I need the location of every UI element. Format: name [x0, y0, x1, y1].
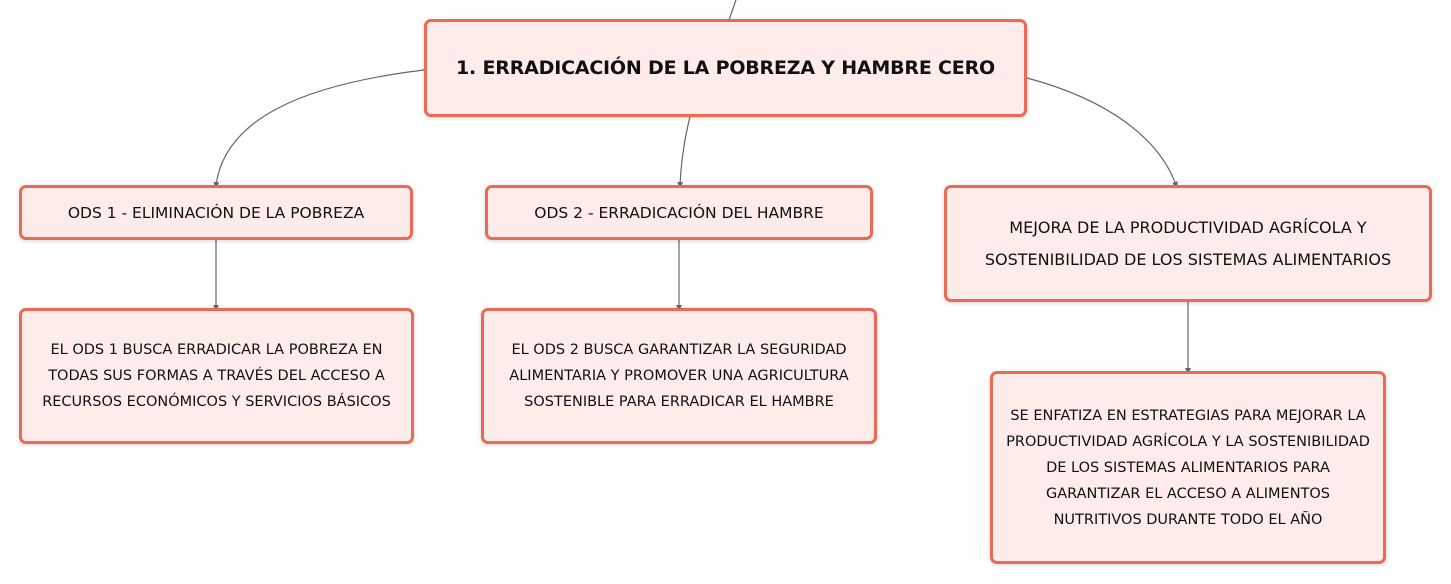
central-topic-label: 1. ERRADICACIÓN DE LA POBREZA Y HAMBRE CERO	[456, 57, 995, 79]
topic-node-productividad[interactable]	[944, 185, 1432, 302]
topic-node-ods-1[interactable]	[19, 185, 413, 240]
topic-label-ods-2: ODS 2 - ERRADICACIÓN DEL HAMBRE	[534, 203, 824, 222]
connector-root-to-topic-1	[216, 70, 424, 185]
connector-root-to-topic-3	[1027, 78, 1176, 185]
topic-label-ods-1: ODS 1 - ELIMINACIÓN DE LA POBREZA	[67, 203, 365, 222]
topic-label-productividad: MEJORA DE LA PRODUCTIVIDAD AGRÍCOLA Y SOSTENIBILIDAD DE LOS SISTEMAS ALIMENTARIOS	[984, 217, 1392, 269]
central-topic-node[interactable]	[424, 19, 1027, 117]
connector-root-to-topic-2	[680, 117, 690, 185]
topic-node-ods-2[interactable]	[485, 185, 873, 240]
detail-text-ods-1: EL ODS 1 BUSCA ERRADICAR LA POBREZA EN TODAS SUS FORMAS A TRAVÉS DEL ACCESO A RECURSOS ECONÓMICOS Y SERVICIOS BÁSICOS	[42, 342, 391, 410]
detail-node-productividad[interactable]	[990, 371, 1386, 564]
detail-node-ods-2[interactable]	[481, 308, 877, 444]
detail-text-productividad: SE ENFATIZA EN ESTRATEGIAS PARA MEJORAR LA PRODUCTIVIDAD AGRÍCOLA Y LA SOSTENIBILIDAD DE LOS SISTEMAS ALIMENTARIOS PARA GARANTIZAR EL ACCESO A ALIMENTOS NUTRITIVOS DURANTE TODO EL AÑO	[1006, 407, 1370, 528]
detail-text-ods-2: EL ODS 2 BUSCA GARANTIZAR LA SEGURIDAD ALIMENTARIA Y PROMOVER UNA AGRICULTURA SOSTENIBLE PARA ERRADICAR EL HAMBRE	[509, 342, 849, 410]
connector-parent-to-root	[729, 0, 736, 20]
detail-node-ods-1[interactable]	[19, 308, 414, 444]
